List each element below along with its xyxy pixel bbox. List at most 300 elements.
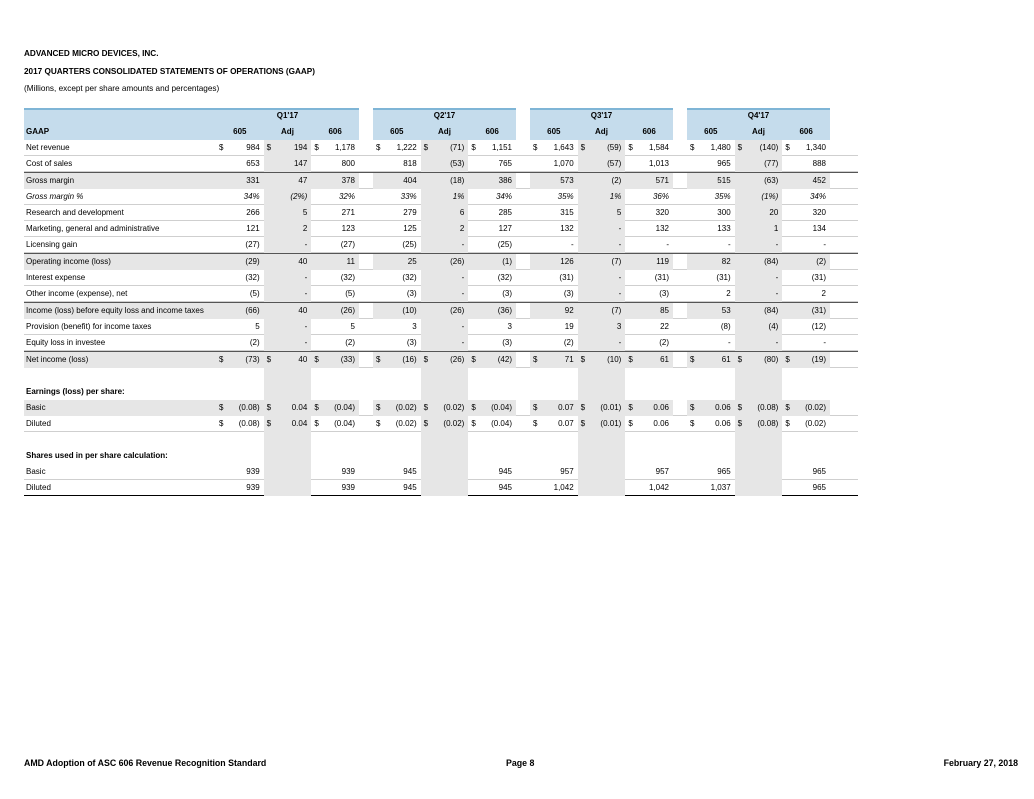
dollar-sign: $ — [785, 419, 790, 428]
cell-value: 404 — [403, 176, 417, 185]
cell-value: 92 — [564, 306, 574, 315]
cell-value: 6 — [459, 208, 465, 217]
table-row — [24, 368, 858, 384]
dollar-sign: $ — [580, 403, 586, 412]
subcol-label: Adj — [281, 127, 294, 136]
table-row — [24, 302, 858, 319]
dollar-sign: $ — [533, 355, 538, 364]
cell-value: (32) — [340, 273, 355, 282]
cell-value: (53) — [450, 159, 465, 168]
cell-value: 1,643 — [553, 143, 574, 152]
cell-value: 36% — [652, 192, 669, 201]
row-label: Basic — [26, 403, 46, 412]
cell-value: (3) — [406, 338, 417, 347]
cell-value: 2 — [302, 224, 308, 233]
cell-value: 47 — [298, 176, 308, 185]
cell-value: 1% — [609, 192, 622, 201]
cell-value: (2) — [611, 176, 622, 185]
table-row — [24, 189, 858, 205]
cell-value: 888 — [812, 159, 826, 168]
cell-value: 1,178 — [334, 143, 355, 152]
dollar-sign: $ — [533, 403, 538, 412]
table-row — [24, 156, 858, 172]
dollar-sign: $ — [690, 403, 695, 412]
cell-value: (5) — [345, 289, 355, 298]
cell-value: - — [823, 240, 826, 249]
adj-column-shade — [735, 448, 783, 464]
dollar-sign: $ — [580, 143, 586, 152]
operations-table — [24, 108, 858, 496]
cell-value: (66) — [245, 306, 260, 315]
table-row — [24, 464, 858, 480]
cell-value: (0.02) — [395, 403, 417, 412]
cell-value: (33) — [340, 355, 355, 364]
dollar-sign: $ — [628, 355, 633, 364]
table-row — [24, 237, 858, 253]
cell-value: - — [304, 338, 308, 347]
cell-value: - — [727, 240, 731, 249]
cell-value: - — [618, 240, 622, 249]
cell-value: (2) — [345, 338, 355, 347]
table-row — [24, 480, 858, 496]
table-row — [24, 416, 858, 432]
cell-value: 331 — [246, 176, 260, 185]
table-row — [24, 432, 858, 448]
cell-value: - — [775, 273, 779, 282]
cell-value: 127 — [498, 224, 512, 233]
cell-value: (3) — [563, 289, 574, 298]
dollar-sign: $ — [533, 143, 538, 152]
cell-value: 1,042 — [553, 483, 574, 492]
cell-value: 5 — [255, 322, 260, 331]
cell-value: (63) — [764, 176, 779, 185]
cell-value: 1,013 — [648, 159, 669, 168]
cell-value: - — [775, 289, 779, 298]
cell-value: (0.01) — [600, 419, 622, 428]
cell-value: 573 — [560, 176, 574, 185]
cell-value: 35% — [557, 192, 574, 201]
row-shade — [24, 400, 216, 416]
cell-value: (19) — [811, 355, 826, 364]
cell-value: (25) — [402, 240, 417, 249]
adj-column-shade — [735, 432, 783, 448]
cell-value: - — [461, 322, 465, 331]
cell-value: 765 — [498, 159, 512, 168]
row-label: Earnings (loss) per share: — [26, 387, 125, 396]
row-label: Gross margin % — [26, 192, 84, 201]
dollar-sign: $ — [580, 419, 586, 428]
cell-value: 123 — [341, 224, 355, 233]
cell-value: (1) — [502, 257, 512, 266]
cell-value: 271 — [341, 208, 355, 217]
cell-value: 40 — [298, 257, 308, 266]
cell-value: (32) — [402, 273, 417, 282]
table-row — [24, 172, 858, 189]
cell-value: 945 — [403, 467, 417, 476]
cell-value: (25) — [497, 240, 512, 249]
quarter-label: Q4'17 — [747, 111, 770, 120]
table-row — [24, 253, 858, 270]
cell-value: (0.04) — [334, 403, 355, 412]
cell-value: (0.08) — [238, 403, 260, 412]
table-row — [24, 319, 858, 335]
cell-value: 1,222 — [396, 143, 417, 152]
cell-value: 34% — [495, 192, 512, 201]
cell-value: - — [570, 240, 574, 249]
dollar-sign: $ — [219, 143, 224, 152]
cell-value: (0.08) — [757, 419, 779, 428]
cell-value: 40 — [298, 306, 308, 315]
table-row — [24, 448, 858, 464]
row-label: Diluted — [26, 483, 51, 492]
cell-value: 515 — [717, 176, 731, 185]
dollar-sign: $ — [314, 143, 319, 152]
row-label: Research and development — [26, 208, 124, 217]
cell-value — [735, 464, 779, 480]
row-label: Income (loss) before equity loss and income taxes — [26, 306, 204, 315]
dollar-sign: $ — [376, 355, 381, 364]
cell-value: 0.06 — [653, 419, 669, 428]
cell-value: 1% — [452, 192, 465, 201]
cell-value: 133 — [717, 224, 731, 233]
cell-value: 2 — [459, 224, 465, 233]
dollar-sign: $ — [266, 403, 272, 412]
subcol-label: 606 — [799, 127, 813, 136]
cell-value: - — [823, 338, 826, 347]
cell-value: 939 — [341, 483, 355, 492]
cell-value — [421, 480, 465, 496]
adj-column-shade — [264, 368, 312, 384]
row-label: Marketing, general and administrative — [26, 224, 160, 233]
cell-value: (42) — [497, 355, 512, 364]
adj-column-shade — [264, 432, 312, 448]
cell-value: (1%) — [761, 192, 779, 201]
cell-value: - — [775, 240, 779, 249]
cell-value: 939 — [341, 467, 355, 476]
cell-value: 285 — [498, 208, 512, 217]
cell-value: 147 — [293, 159, 308, 168]
cell-value: 1,037 — [710, 483, 731, 492]
cell-value: 0.06 — [653, 403, 669, 412]
table-row — [24, 335, 858, 351]
dollar-sign: $ — [628, 403, 633, 412]
cell-value: (3) — [502, 289, 512, 298]
dollar-sign: $ — [628, 143, 633, 152]
dollar-sign: $ — [785, 403, 790, 412]
cell-value: - — [461, 273, 465, 282]
row-label: Basic — [26, 467, 46, 476]
footer-date: February 27, 2018 — [943, 758, 1018, 768]
dollar-sign: $ — [628, 419, 633, 428]
cell-value: (27) — [245, 240, 260, 249]
cell-value: (0.02) — [443, 419, 465, 428]
row-label: Provision (benefit) for income taxes — [26, 322, 152, 331]
cell-value: 5 — [350, 322, 355, 331]
cell-value: - — [775, 338, 779, 347]
cell-value: 1,042 — [648, 483, 669, 492]
cell-value: 0.06 — [715, 419, 731, 428]
cell-value: 71 — [564, 355, 574, 364]
row-label: Equity loss in investee — [26, 338, 106, 347]
cell-value: (3) — [406, 289, 417, 298]
cell-value: (77) — [764, 159, 779, 168]
dollar-sign: $ — [376, 143, 381, 152]
adj-column-shade — [421, 432, 469, 448]
subcol-label: Adj — [752, 127, 765, 136]
cell-value: 452 — [812, 176, 826, 185]
dollar-sign: $ — [423, 143, 429, 152]
cell-value: (31) — [559, 273, 574, 282]
cell-value: 0.04 — [291, 419, 308, 428]
dollar-sign: $ — [690, 143, 695, 152]
cell-value: (12) — [811, 322, 826, 331]
cell-value: 34% — [809, 192, 826, 201]
dollar-sign: $ — [314, 419, 319, 428]
cell-value: (80) — [764, 355, 779, 364]
cell-value: (26) — [450, 257, 465, 266]
cell-value: (32) — [497, 273, 512, 282]
cell-value: (2) — [563, 338, 574, 347]
dollar-sign: $ — [471, 143, 476, 152]
cell-value: 378 — [341, 176, 355, 185]
dollar-sign: $ — [690, 355, 695, 364]
cell-value: 1,480 — [710, 143, 731, 152]
cell-value: 965 — [717, 159, 731, 168]
cell-value: 121 — [246, 224, 260, 233]
dollar-sign: $ — [471, 403, 476, 412]
cell-value: (0.08) — [238, 419, 260, 428]
cell-value: 818 — [403, 159, 417, 168]
cell-value: 1 — [773, 224, 779, 233]
cell-value: (32) — [245, 273, 260, 282]
cell-value: (10) — [607, 355, 622, 364]
cell-value: (26) — [450, 355, 465, 364]
cell-value: 20 — [769, 208, 779, 217]
dollar-sign: $ — [266, 419, 272, 428]
cell-value: (31) — [811, 273, 826, 282]
table-row — [24, 205, 858, 221]
cell-value: (59) — [607, 143, 622, 152]
quarter-label: Q1'17 — [276, 111, 299, 120]
dollar-sign: $ — [533, 419, 538, 428]
cell-value: 386 — [498, 176, 512, 185]
cell-value: 19 — [564, 322, 574, 331]
dollar-sign: $ — [314, 403, 319, 412]
table-row — [24, 270, 858, 286]
cell-value: 53 — [721, 306, 731, 315]
cell-value: 957 — [560, 467, 574, 476]
cell-value: - — [304, 322, 308, 331]
row-label: Gross margin — [26, 176, 75, 185]
cell-value: 0.07 — [558, 419, 574, 428]
cell-value: (31) — [811, 306, 826, 315]
cell-value: (3) — [502, 338, 512, 347]
cell-value: (26) — [340, 306, 355, 315]
cell-value: 132 — [560, 224, 574, 233]
cell-value: 965 — [717, 467, 731, 476]
dollar-sign: $ — [219, 403, 224, 412]
subcol-label: 605 — [704, 127, 718, 136]
cell-value: 3 — [412, 322, 417, 331]
subcol-label: 605 — [547, 127, 561, 136]
header-row-columns — [24, 124, 858, 140]
cell-value: (0.02) — [805, 419, 826, 428]
cell-value: 939 — [246, 467, 260, 476]
adj-column-shade — [735, 368, 783, 384]
cell-value: 5 — [302, 208, 308, 217]
cell-value: (31) — [654, 273, 669, 282]
gaap-label: GAAP — [26, 127, 50, 136]
table-row — [24, 400, 858, 416]
cell-value: 25 — [407, 257, 417, 266]
row-label: Diluted — [26, 419, 51, 428]
cell-value: (7) — [611, 257, 622, 266]
cell-value: (2) — [659, 338, 669, 347]
cell-value: 957 — [655, 467, 669, 476]
dollar-sign: $ — [737, 143, 743, 152]
cell-value: (84) — [764, 257, 779, 266]
row-label: Interest expense — [26, 273, 86, 282]
cell-value: 3 — [616, 322, 622, 331]
adj-column-shade — [264, 448, 312, 464]
subcol-label: 606 — [485, 127, 499, 136]
cell-value: 85 — [660, 306, 669, 315]
cell-value: 266 — [246, 208, 260, 217]
cell-value — [735, 480, 779, 496]
cell-value: 984 — [246, 143, 260, 152]
cell-value: 61 — [721, 355, 731, 364]
cell-value: 33% — [400, 192, 417, 201]
subcol-label: 605 — [390, 127, 404, 136]
cell-value: (36) — [497, 306, 512, 315]
cell-value: (27) — [340, 240, 355, 249]
subcol-label: 605 — [233, 127, 247, 136]
cell-value — [578, 464, 622, 480]
adj-column-shade — [578, 384, 626, 400]
dollar-sign: $ — [314, 355, 319, 364]
cell-value: 61 — [660, 355, 669, 364]
row-label: Net income (loss) — [26, 355, 89, 364]
cell-value: 119 — [656, 257, 669, 266]
cell-value: 40 — [298, 355, 308, 364]
cell-value: 320 — [655, 208, 669, 217]
table-row — [24, 140, 858, 156]
cell-value: - — [618, 273, 622, 282]
dollar-sign: $ — [266, 355, 272, 364]
dollar-sign: $ — [737, 403, 743, 412]
subcol-label: Adj — [438, 127, 451, 136]
cell-value: 0.04 — [291, 403, 308, 412]
cell-value: - — [618, 224, 622, 233]
cell-value: 3 — [507, 322, 512, 331]
row-label: Shares used in per share calculation: — [26, 451, 168, 460]
cell-value: (0.01) — [600, 403, 622, 412]
dollar-sign: $ — [471, 419, 476, 428]
cell-value: 32% — [338, 192, 355, 201]
quarter-label: Q2'17 — [433, 111, 456, 120]
table-row — [24, 286, 858, 302]
adj-column-shade — [421, 368, 469, 384]
cell-value: (0.02) — [395, 419, 417, 428]
cell-value: - — [304, 289, 308, 298]
dollar-sign: $ — [266, 143, 272, 152]
cell-value: 300 — [717, 208, 731, 217]
table-row — [24, 384, 858, 400]
cell-value: 134 — [812, 224, 826, 233]
dollar-sign: $ — [376, 403, 381, 412]
adj-column-shade — [735, 384, 783, 400]
cell-value: (0.04) — [334, 419, 355, 428]
cell-value: 194 — [293, 143, 308, 152]
cell-value: 0.07 — [558, 403, 574, 412]
adj-column-shade — [264, 384, 312, 400]
cell-value: (31) — [716, 273, 731, 282]
cell-value: (18) — [450, 176, 465, 185]
cell-value: 126 — [560, 257, 574, 266]
cell-value: (7) — [611, 306, 622, 315]
statement-subtitle: (Millions, except per share amounts and percentages) — [24, 84, 220, 93]
cell-value: - — [727, 338, 731, 347]
cell-value: 35% — [714, 192, 731, 201]
cell-value: 653 — [246, 159, 260, 168]
subcol-label: Adj — [595, 127, 608, 136]
cell-value: (140) — [759, 143, 779, 152]
cell-value: 320 — [812, 208, 826, 217]
cell-value: - — [666, 240, 669, 249]
adj-column-shade — [578, 448, 626, 464]
table-row — [24, 351, 858, 368]
dollar-sign: $ — [376, 419, 381, 428]
dollar-sign: $ — [423, 419, 429, 428]
cell-value: (0.04) — [491, 419, 512, 428]
cell-value: (10) — [402, 306, 417, 315]
cell-value: - — [304, 273, 308, 282]
adj-column-shade — [578, 432, 626, 448]
dollar-sign: $ — [219, 419, 224, 428]
cell-value: (29) — [245, 257, 260, 266]
cell-value: 22 — [660, 322, 669, 331]
cell-value: 571 — [655, 176, 669, 185]
cell-value: (8) — [720, 322, 731, 331]
subcol-label: 606 — [328, 127, 342, 136]
cell-value: (5) — [249, 289, 260, 298]
row-label: Cost of sales — [26, 159, 73, 168]
dollar-sign: $ — [737, 355, 743, 364]
cell-value: 5 — [616, 208, 622, 217]
cell-value: - — [618, 338, 622, 347]
cell-value: (4) — [768, 322, 779, 331]
dollar-sign: $ — [785, 143, 790, 152]
dollar-sign: $ — [785, 355, 790, 364]
cell-value — [421, 464, 465, 480]
dollar-sign: $ — [471, 355, 476, 364]
dollar-sign: $ — [737, 419, 743, 428]
adj-column-shade — [578, 368, 626, 384]
cell-value: 279 — [403, 208, 417, 217]
quarter-label: Q3'17 — [590, 111, 613, 120]
cell-value: (2) — [816, 257, 826, 266]
cell-value: 939 — [246, 483, 260, 492]
cell-value: (26) — [450, 306, 465, 315]
cell-value: - — [461, 338, 465, 347]
cell-value: (0.04) — [491, 403, 512, 412]
dollar-sign: $ — [580, 355, 586, 364]
cell-value: 315 — [560, 208, 574, 217]
adj-column-shade — [421, 384, 469, 400]
cell-value: 1,151 — [491, 143, 512, 152]
cell-value: 132 — [655, 224, 669, 233]
table-row — [24, 221, 858, 237]
